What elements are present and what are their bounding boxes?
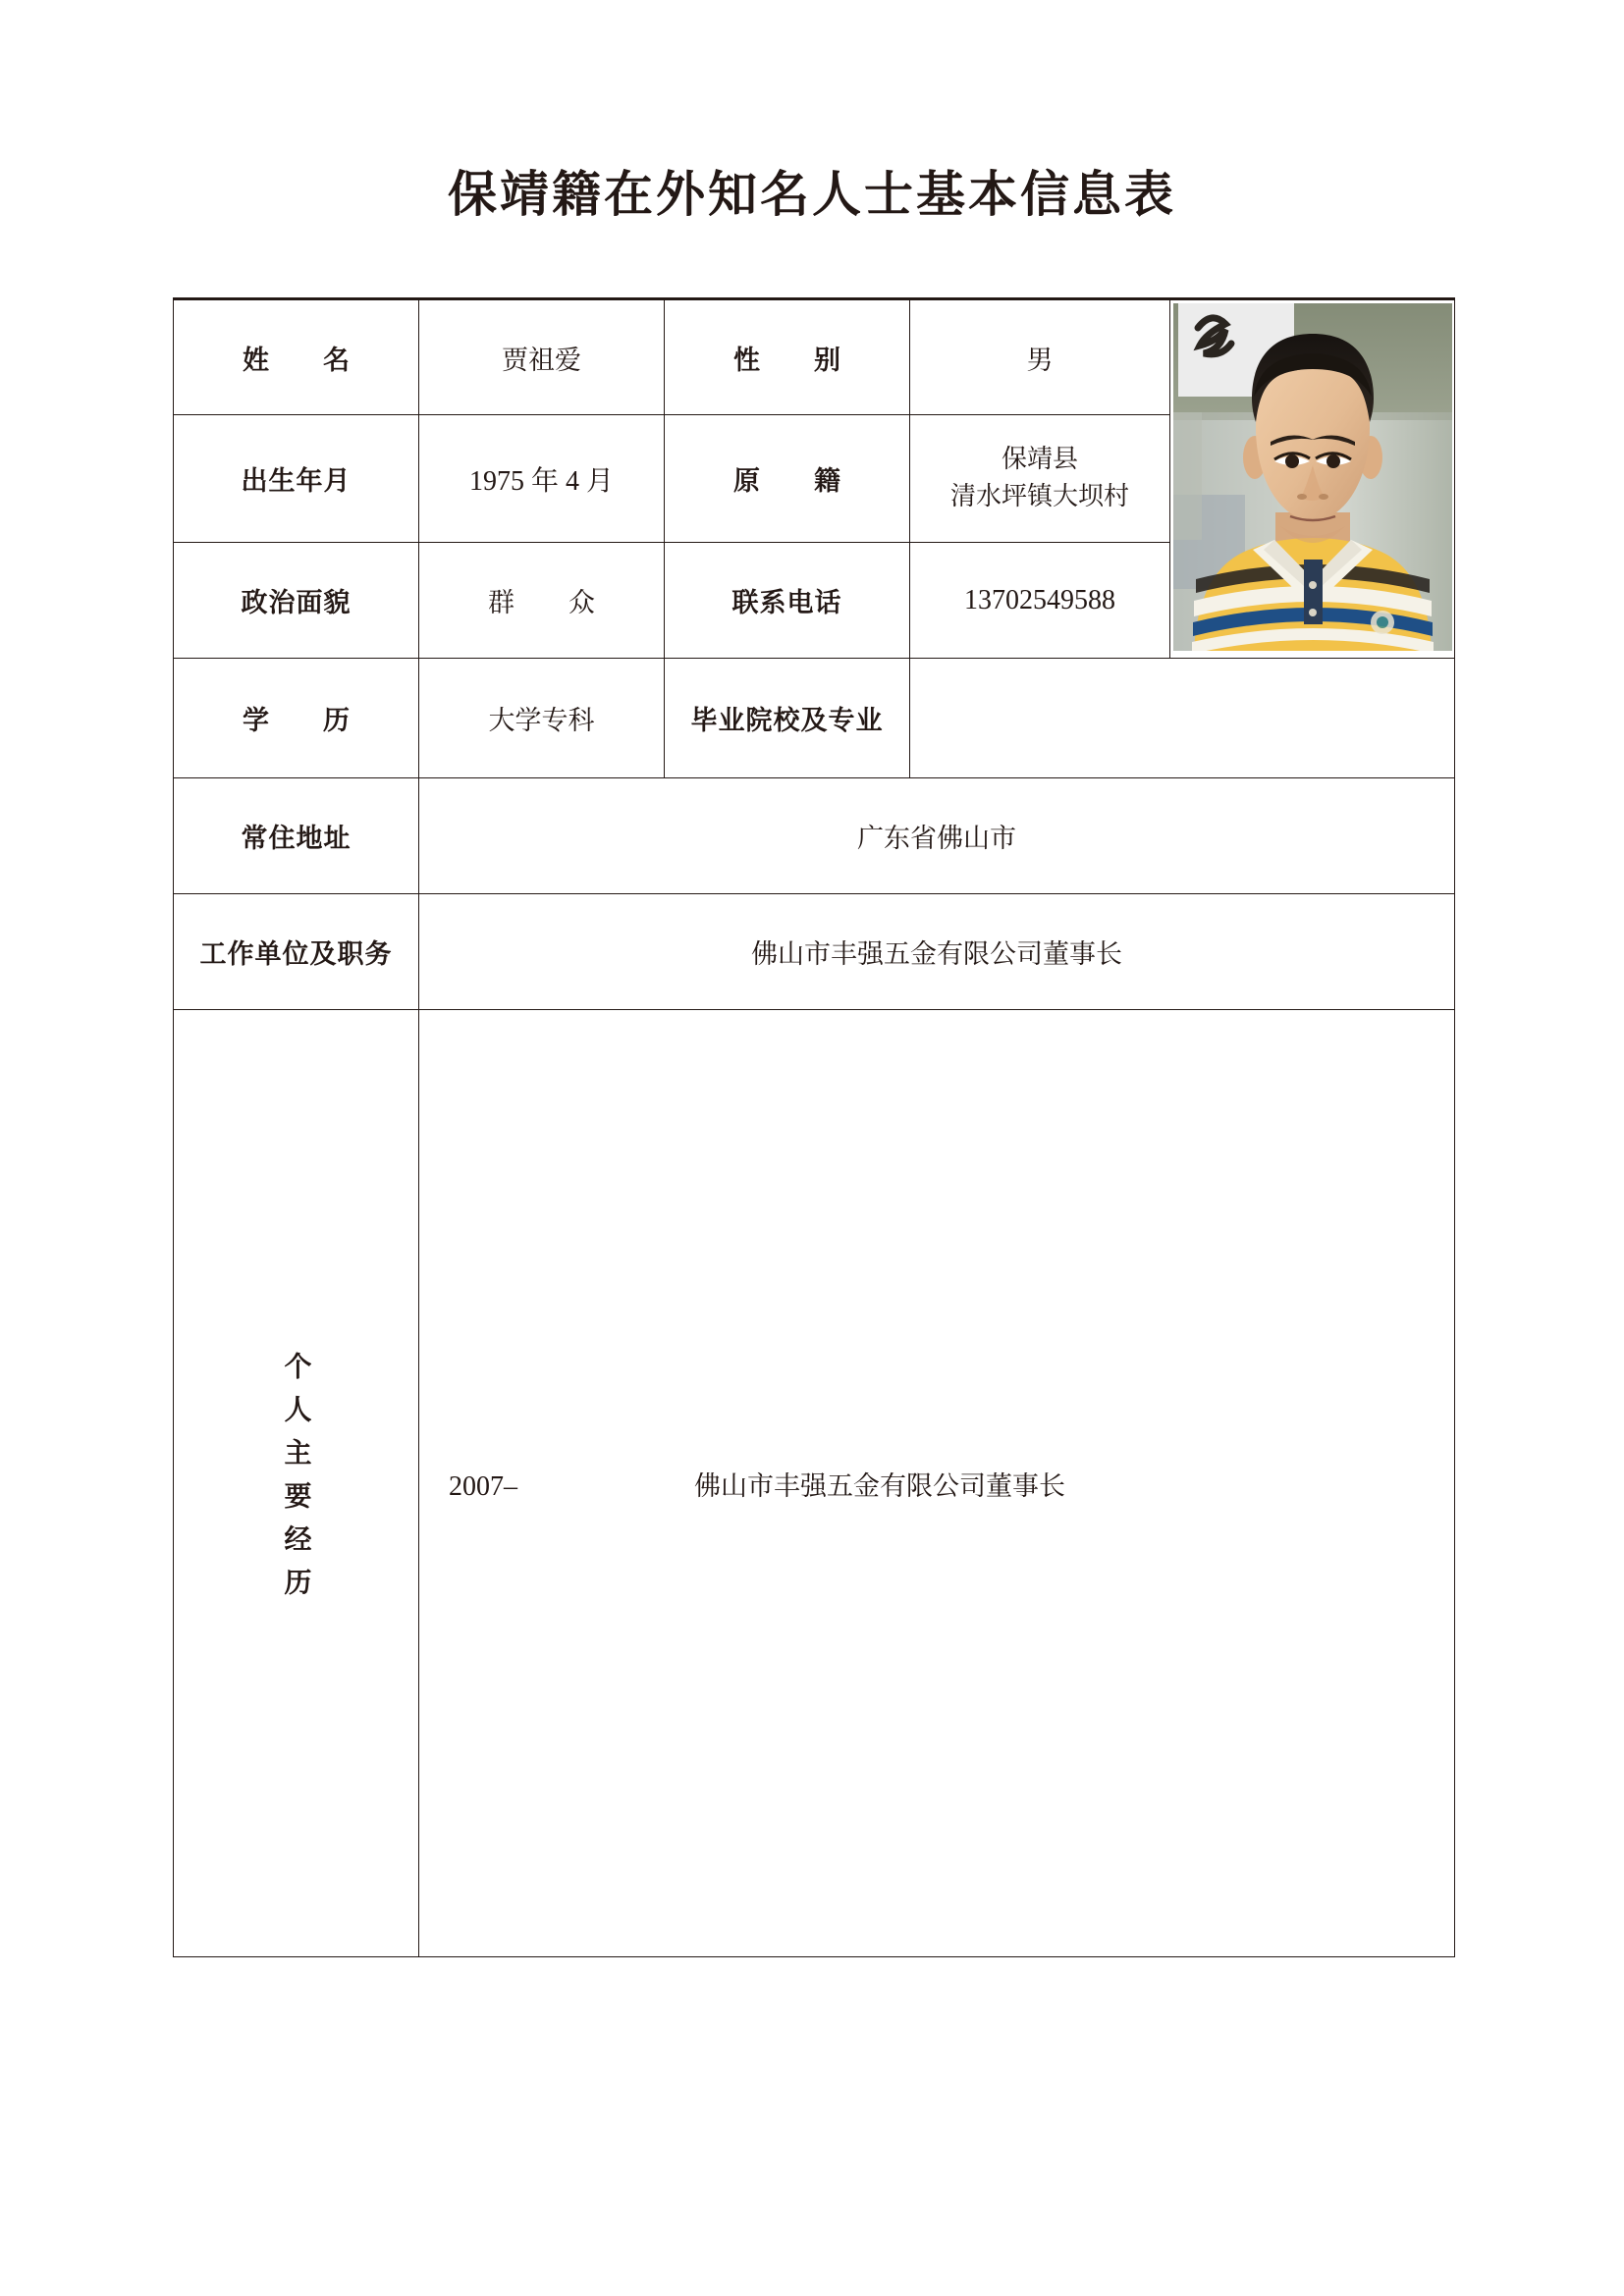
value-birth-date: 1975 年 4 月 xyxy=(419,415,665,543)
experience-text: 佛山市丰强五金有限公司董事长 xyxy=(694,1470,1065,1502)
table-row-work xyxy=(174,894,1455,1010)
table-row-name xyxy=(174,299,1455,415)
label-work-unit: 工作单位及职务 xyxy=(174,894,419,1010)
value-residence: 广东省佛山市 xyxy=(419,778,1455,894)
value-gender: 男 xyxy=(910,299,1170,415)
label-political-status: 政治面貌 xyxy=(174,543,419,659)
label-residence: 常住地址 xyxy=(174,778,419,894)
photo-cell xyxy=(1170,299,1455,659)
value-name: 贾祖爱 xyxy=(419,299,665,415)
value-work-unit: 佛山市丰强五金有限公司董事长 xyxy=(419,894,1455,1010)
label-school-major: 毕业院校及专业 xyxy=(665,659,910,778)
experience-entry xyxy=(419,1465,1454,1503)
portrait-photo-image xyxy=(1172,302,1453,652)
value-phone: 13702549588 xyxy=(910,543,1170,659)
value-experience-cell xyxy=(419,1010,1455,1957)
value-origin-line2: 清水坪镇大坝村 xyxy=(949,481,1129,511)
label-phone: 联系电话 xyxy=(665,543,910,659)
label-gender: 性 别 xyxy=(665,299,910,415)
value-school-major xyxy=(910,659,1455,778)
value-origin-line1: 保靖县 xyxy=(1001,444,1078,474)
label-name: 姓 名 xyxy=(174,299,419,415)
value-education: 大学专科 xyxy=(419,659,665,778)
label-birth-date: 出生年月 xyxy=(174,415,419,543)
label-experience: 个人主要经历 xyxy=(280,1351,313,1611)
value-political-status: 群 众 xyxy=(419,543,665,659)
label-experience-cell xyxy=(174,1010,419,1957)
personal-info-table xyxy=(173,297,1455,1957)
label-education: 学 历 xyxy=(174,659,419,778)
table-row-address xyxy=(174,778,1455,894)
table-row-education xyxy=(174,659,1455,778)
table-row-experience xyxy=(174,1010,1455,1957)
label-origin: 原 籍 xyxy=(665,415,910,543)
experience-period: 2007– xyxy=(449,1470,517,1502)
page-title: 保靖籍在外知名人士基本信息表 xyxy=(448,165,1176,223)
portrait-photo xyxy=(1172,302,1453,652)
value-origin xyxy=(910,415,1170,543)
